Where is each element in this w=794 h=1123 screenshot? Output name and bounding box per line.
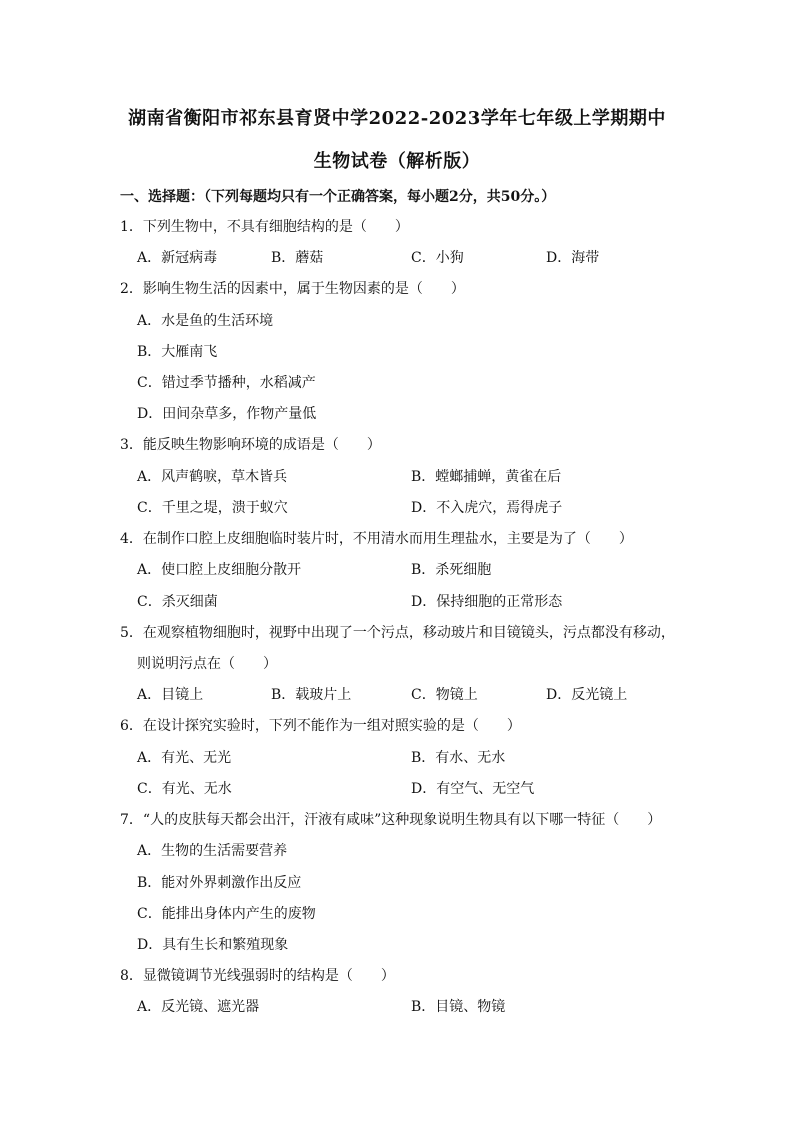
question-1-option-d: D．海带: [546, 250, 600, 266]
question-8-stem: 8．显微镜调节光线强弱时的结构是（ ）: [120, 968, 395, 984]
question-5-stem-continued: 则说明污点在（ ）: [137, 656, 277, 672]
question-3-option-a: A．风声鹤唳，草木皆兵: [137, 469, 288, 485]
question-3-option-c: C．千里之堤，溃于蚁穴: [137, 500, 288, 516]
question-7-option-c: C．能排出身体内产生的废物: [137, 906, 316, 922]
question-5-stem: 5．在观察植物细胞时，视野中出现了一个污点，移动玻片和目镜镜头，污点都没有移动，: [120, 625, 675, 641]
question-7-option-b: B．能对外界刺激作出反应: [137, 875, 302, 891]
question-1-option-c: C．小狗: [411, 250, 464, 266]
question-4-option-d: D．保持细胞的正常形态: [411, 594, 563, 610]
question-3-option-d: D．不入虎穴，焉得虎子: [411, 500, 563, 516]
question-3-option-b: B．螳螂捕蝉，黄雀在后: [411, 469, 562, 485]
question-7-stem: 7．“人的皮肤每天都会出汗，汗液有咸味”这种现象说明生物具有以下哪一特征（ ）: [120, 812, 662, 828]
question-1-option-b: B．蘑菇: [271, 250, 324, 266]
title-line-2: 生物试卷（解析版）: [313, 151, 481, 172]
question-6-stem: 6．在设计探究实验时，下列不能作为一组对照实验的是（ ）: [120, 718, 521, 734]
question-5-option-b: B．载玻片上: [271, 687, 352, 703]
section-heading: 一、选择题：（下列每题均只有一个正确答案，每小题2分，共50分。）: [120, 189, 556, 205]
question-4-stem: 4．在制作口腔上皮细胞临时装片时，不用清水而用生理盐水，主要是为了（ ）: [120, 531, 633, 547]
question-3-stem: 3．能反映生物影响环境的成语是（ ）: [120, 437, 381, 453]
question-8-option-b: B．目镜、物镜: [411, 999, 506, 1015]
question-1-stem: 1．下列生物中，不具有细胞结构的是（ ）: [120, 219, 409, 235]
question-4-option-b: B．杀死细胞: [411, 562, 492, 578]
question-7-option-a: A．生物的生活需要营养: [137, 843, 288, 859]
question-6-option-c: C．有光、无水: [137, 781, 232, 797]
title-line-1: 湖南省衡阳市祁东县育贤中学2022-2023学年七年级上学期期中: [128, 108, 666, 129]
question-2-option-b: B．大雁南飞: [137, 344, 218, 360]
question-6-option-a: A．有光、无光: [137, 750, 232, 766]
question-2-option-a: A．水是鱼的生活环境: [137, 313, 274, 329]
question-6-option-b: B．有水、无水: [411, 750, 506, 766]
question-4-option-a: A．使口腔上皮细胞分散开: [137, 562, 302, 578]
question-5-option-c: C．物镜上: [411, 687, 478, 703]
question-2-option-c: C．错过季节播种，水稻减产: [137, 375, 316, 391]
question-2-option-d: D．田间杂草多，作物产量低: [137, 406, 317, 422]
question-8-option-a: A．反光镜、遮光器: [137, 999, 260, 1015]
question-2-stem: 2．影响生物生活的因素中，属于生物因素的是（ ）: [120, 281, 465, 297]
question-5-option-d: D．反光镜上: [546, 687, 628, 703]
question-5-option-a: A．目镜上: [137, 687, 204, 703]
question-1-option-a: A．新冠病毒: [137, 250, 218, 266]
question-6-option-d: D．有空气、无空气: [411, 781, 535, 797]
question-4-option-c: C．杀灭细菌: [137, 594, 218, 610]
question-7-option-d: D．具有生长和繁殖现象: [137, 937, 289, 953]
